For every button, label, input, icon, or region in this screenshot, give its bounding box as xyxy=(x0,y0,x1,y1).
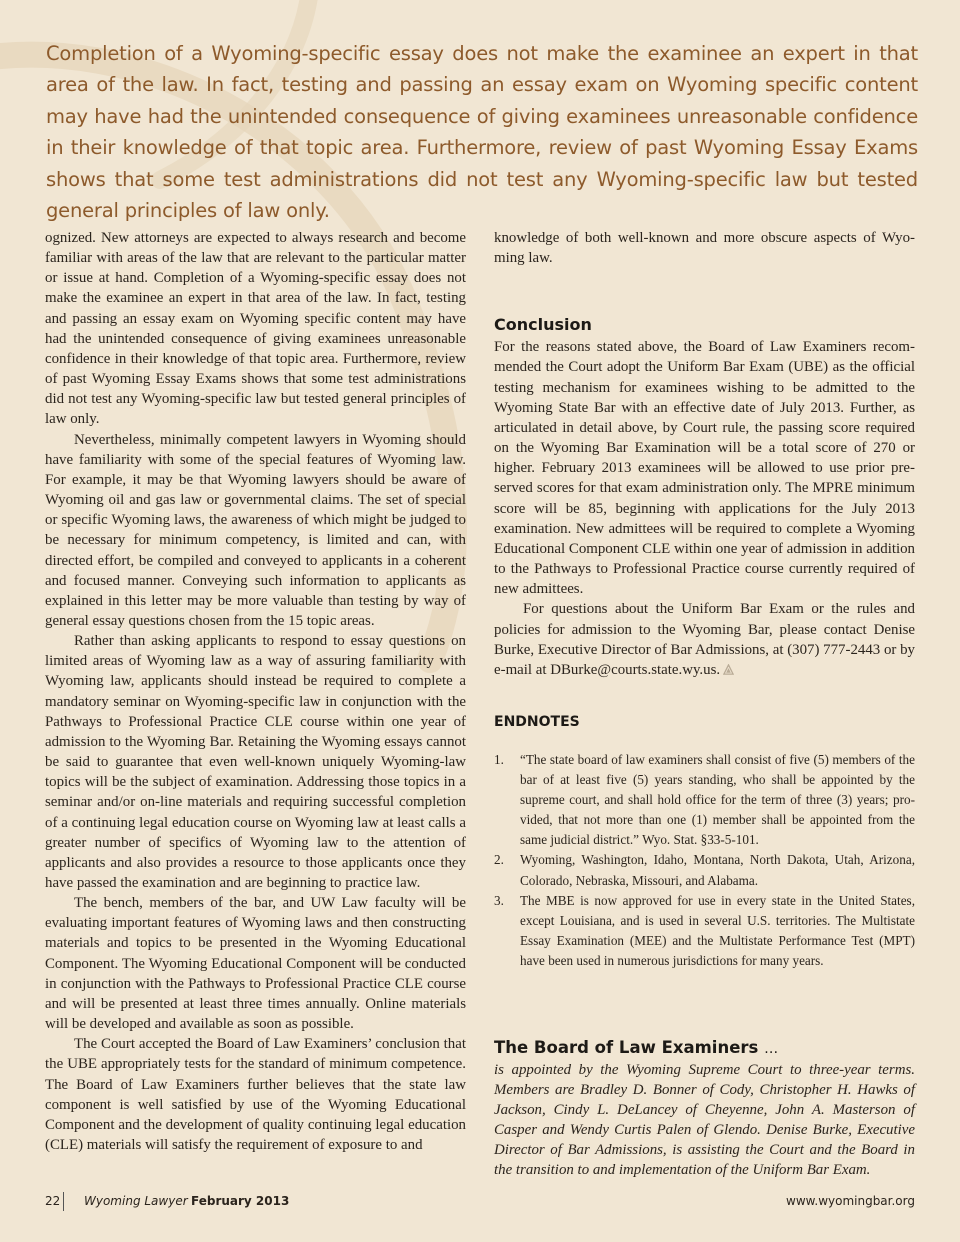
conclusion-paragraph: For the reasons stated above, the Board of Law Examiners recommended the Court adopt the Uniform Bar Exam (UBE) as the official testing mechanism for examinees wishing to be admitted to the Wyoming State Bar with an effective date of July 2013. Further, as articulated in detail above, by Court rule, the passing score required on the Wyoming Bar Examination will be a total score of 270 or higher. February 2013 examinees will be allowed to use prior preserved scores for that exam administration only. The MPRE minimum score will be 85, beginning with applications for the July 2013 examination. New admittees will be required to complete a Wyoming Educational Component CLE within one year of admission in addition to the Pathways to Professional Practice course currently required of new admittees. xyxy=(494,339,915,598)
end-mark-icon xyxy=(723,664,734,675)
board-heading-ellipsis: … xyxy=(764,1041,779,1057)
footer-divider xyxy=(63,1192,64,1211)
endnote-text: The MBE is now approved for use in every state in the United States, except Louisiana, and is used in several U.S. territories. The Multistate Essay Examination (MEE) and the Multistate Performance Test (MPT) have been used in numerous jurisdictions for many years. xyxy=(520,892,915,968)
continuation-paragraph: knowledge of both well-known and more obscure aspects of Wyoming law. xyxy=(494,230,915,267)
endnote-text: Wyoming, Washington, Idaho, Montana, North Dakota, Utah, Arizona, Colorado, Nebraska, Missouri, and Alabama. xyxy=(520,852,915,888)
body-paragraph: The Court accepted the Board of Law Examiners’ conclusion that the UBE appropriately tests for the standard of minimum competence. The Board of Law Examiners further believes that the state law component is well satisfied by use of the Wyoming Educational Component and the development of quality continuing legal education (CLE) materials will satisfy the requirement of exposure to and xyxy=(45,1036,466,1154)
endnotes-heading: ENDNOTES xyxy=(494,713,580,730)
body-paragraph: The bench, members of the bar, and UW Law faculty will be evaluating important features of Wyoming laws and then constructing materials and topics to be presented in the Wyoming Educational Component. The Wyoming Educational Component will be conducted in conjunction with the Pathways to Professional Practice CLE course and will be presented at least three times annually. Online materials will be developed and available as soon as possible. xyxy=(45,895,466,1033)
pull-quote: Completion of a Wyoming-specific essay does not make the examinee an expert in that area of the law. In fact, testing and passing an essay exam on Wyoming specific content may have had the unintended consequence of giving examinees unreasonable confidence in their knowledge of that topic area. Furthermore, review of past Wyoming Essay Exams shows that some test administrations did not test any Wyoming-specific law but tested general principles of law only. xyxy=(46,42,918,223)
page-footer xyxy=(45,1194,915,1212)
right-column xyxy=(494,228,915,971)
page-number: 22 xyxy=(45,1194,61,1208)
board-heading-text: The Board of Law Examiners xyxy=(494,1038,759,1057)
conclusion-heading: Conclusion xyxy=(494,315,592,335)
endnote-item xyxy=(494,850,915,890)
website-link[interactable]: www.wyomingbar.org xyxy=(786,1194,915,1208)
magazine-name: Wyoming Lawyer xyxy=(84,1194,188,1208)
endnote-item xyxy=(494,891,915,971)
issue-date: February 2013 xyxy=(191,1194,290,1208)
endnote-item xyxy=(494,750,915,850)
endnote-number: 2. xyxy=(494,852,504,868)
body-paragraph: Nevertheless, minimally competent lawyers in Wyoming should have familiarity with some of the special features of Wyoming law. For example, it may be that Wyoming lawyers should be aware of Wyoming oil and gas law or governmental claims. The set of special or specific Wyoming laws, the awareness of which might be judged to be necessary for minimum competency, is limited and can, with directed effort, be compiled and conveyed to applicants in a coherent and focused manner. Conveying such information to applicants as explained in this letter may be more valuable than testing by way of general essay questions chosen from the 15 topic areas. xyxy=(45,431,466,629)
left-column xyxy=(45,228,466,1155)
endnote-text: “The state board of law examiners shall consist of five (5) members of the bar of at least five (5) years standing, who shall be appointed by the supreme court, and shall hold office for the term of three (3) years; provided, that not more than one (1) member shall be appointed from the same judicial district.” Wyo. Stat. §33-5-101. xyxy=(520,751,915,848)
body-paragraph: Rather than asking applicants to respond to essay questions on limited areas of Wyoming law as a way of assuring familiarity with Wyoming law, applicants should instead be required to complete a mandatory seminar on Wyoming-specific law in conjunction with the Pathways to Professional Practice CLE course within one year of admission to the Wyoming Bar. Retaining the Wyoming essays cannot be said to guarantee that even well-known uniquely Wyoming-law topics will be the subject of examination. Addressing those topics in a seminar and/or on-line materials and requiring successful completion of a continuing legal education course on Wyoming law at least calls a greater number of specifics of Wyoming law to the attention of applicants and also provides a resource to those applicants once they have passed the examination and are beginning to practice law. xyxy=(45,633,466,891)
board-sidebar xyxy=(494,1037,915,1181)
board-description: is appointed by the Wyoming Supreme Court to three-year terms. Members are Bradley D. Bonner of Cody, Christopher H. Hawks of Jackson, Cindy L. DeLancey of Cheyenne, John A. Masterson of Casper and Wendy Curtis Palen of Glendo. Denise Burke, Executive Director of Bar Admissions, is assisting the Court and the Board in the transition to and implementation of the Uniform Bar Exam. xyxy=(494,1062,915,1179)
endnotes-list xyxy=(494,750,915,971)
contact-paragraph xyxy=(494,599,915,680)
board-heading xyxy=(494,1037,915,1060)
endnote-number: 1. xyxy=(494,751,504,767)
body-paragraph: ognized. New attorneys are expected to always research and become familiar with areas of the law that are relevant to the particular matter or issue at hand. Completion of a Wyoming-specific essay does not make the examinee an expert in that area of the law. In fact, testing and passing an essay exam on Wyoming specific content may have had the unintended consequence of giving examinees unreasonable confidence in their knowledge of that topic area. Furthermore, review of past Wyoming Essay Exams shows that some test administrations did not test any Wyoming-specific law but tested general principles of law only. xyxy=(45,230,466,428)
endnote-number: 3. xyxy=(494,892,504,908)
contact-text: For questions about the Uniform Bar Exam or the rules and policies for admission to the Wyoming Bar, please contact Denise Burke, Executive Director of Bar Admissions, at (307) 777-2443 or by e-mail at DBurke@courts.state.wy.us. xyxy=(494,601,915,678)
